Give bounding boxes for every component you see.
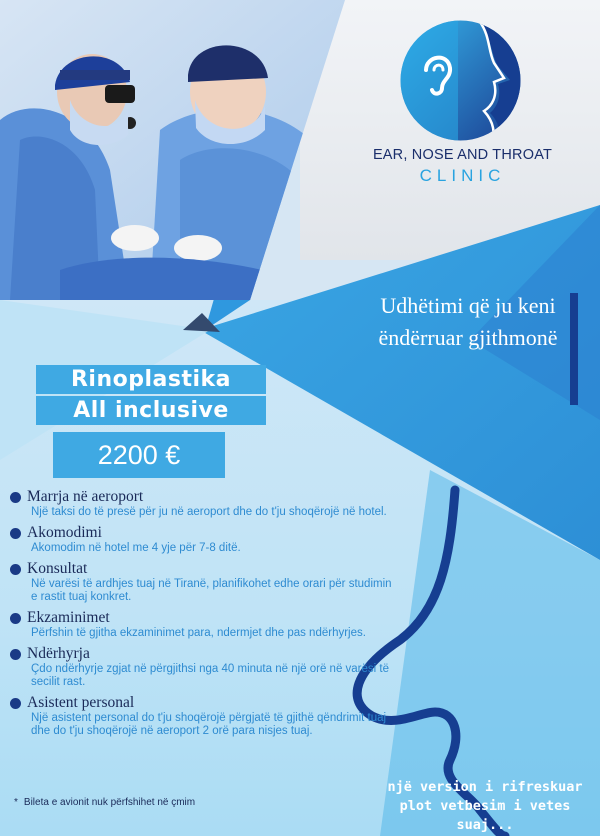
list-item — [10, 645, 395, 689]
service-title: Konsultat — [27, 560, 88, 577]
service-title: Ekzaminimet — [27, 609, 110, 626]
service-title: Akomodimi — [27, 524, 102, 541]
list-item — [10, 694, 395, 738]
bullet-icon — [10, 492, 21, 503]
bullet-icon — [10, 698, 21, 709]
price-badge: 2200 € — [53, 432, 225, 478]
list-item — [10, 609, 395, 640]
clinic-subtitle: CLINIC — [419, 166, 506, 185]
tagline-accent-bar — [570, 293, 578, 405]
tagline: Udhëtimi që ju keni ëndërruar gjithmonë — [378, 293, 558, 350]
service-description: Akomodim në hotel me 4 yje për 7-8 ditë. — [31, 542, 241, 554]
bullet-icon — [10, 613, 21, 624]
service-description: Një taksi do të presë për ju në aeroport dhe do t'ju shoqërojë në hotel. — [31, 506, 387, 518]
surgeons-photo — [0, 0, 370, 300]
list-item — [10, 524, 395, 555]
service-description: Një asistent personal do t'ju shoqërojë përgjatë të gjithë qëndrimit tuaj dhe do t'ju shoqërojë në aeroport 2 orë para nisjes tuaj. — [31, 712, 387, 737]
service-description: Në varësi të ardhjes tuaj në Tiranë, planifikohet edhe orari për studimin e rastit tuaj konkret. — [31, 578, 392, 603]
service-description: Përfshin të gjitha ekzaminimet para, ndermjet dhe pas ndërhyrjes. — [31, 627, 366, 639]
bullet-icon — [10, 528, 21, 539]
services-list — [10, 488, 395, 743]
offer-title — [36, 365, 266, 427]
service-description: Çdo ndërhyrje zgjat në përgjithsi nga 40 minuta në një orë në varësi të secilit rast. — [31, 663, 389, 688]
clinic-logo — [398, 18, 523, 143]
service-title: Ndërhyrja — [27, 645, 90, 662]
footnote — [14, 797, 195, 808]
bullet-icon — [10, 649, 21, 660]
list-item — [10, 488, 395, 519]
clinic-name: EAR, NOSE AND THROAT — [372, 147, 553, 163]
service-title: Marrja në aeroport — [27, 488, 144, 505]
offer-title-line-2: All inclusive — [36, 396, 266, 425]
offer-title-line-1: Rinoplastika — [36, 365, 266, 394]
service-title: Asistent personal — [27, 694, 135, 711]
footnote-text: Bileta e avionit nuk përfshihet në çmim — [23, 797, 196, 808]
slogan: një version i rifreskuar plot vetbesim i vetes suaj... — [387, 779, 583, 833]
list-item — [10, 560, 395, 604]
footnote-asterisk: * — [14, 797, 18, 808]
bullet-icon — [10, 564, 21, 575]
